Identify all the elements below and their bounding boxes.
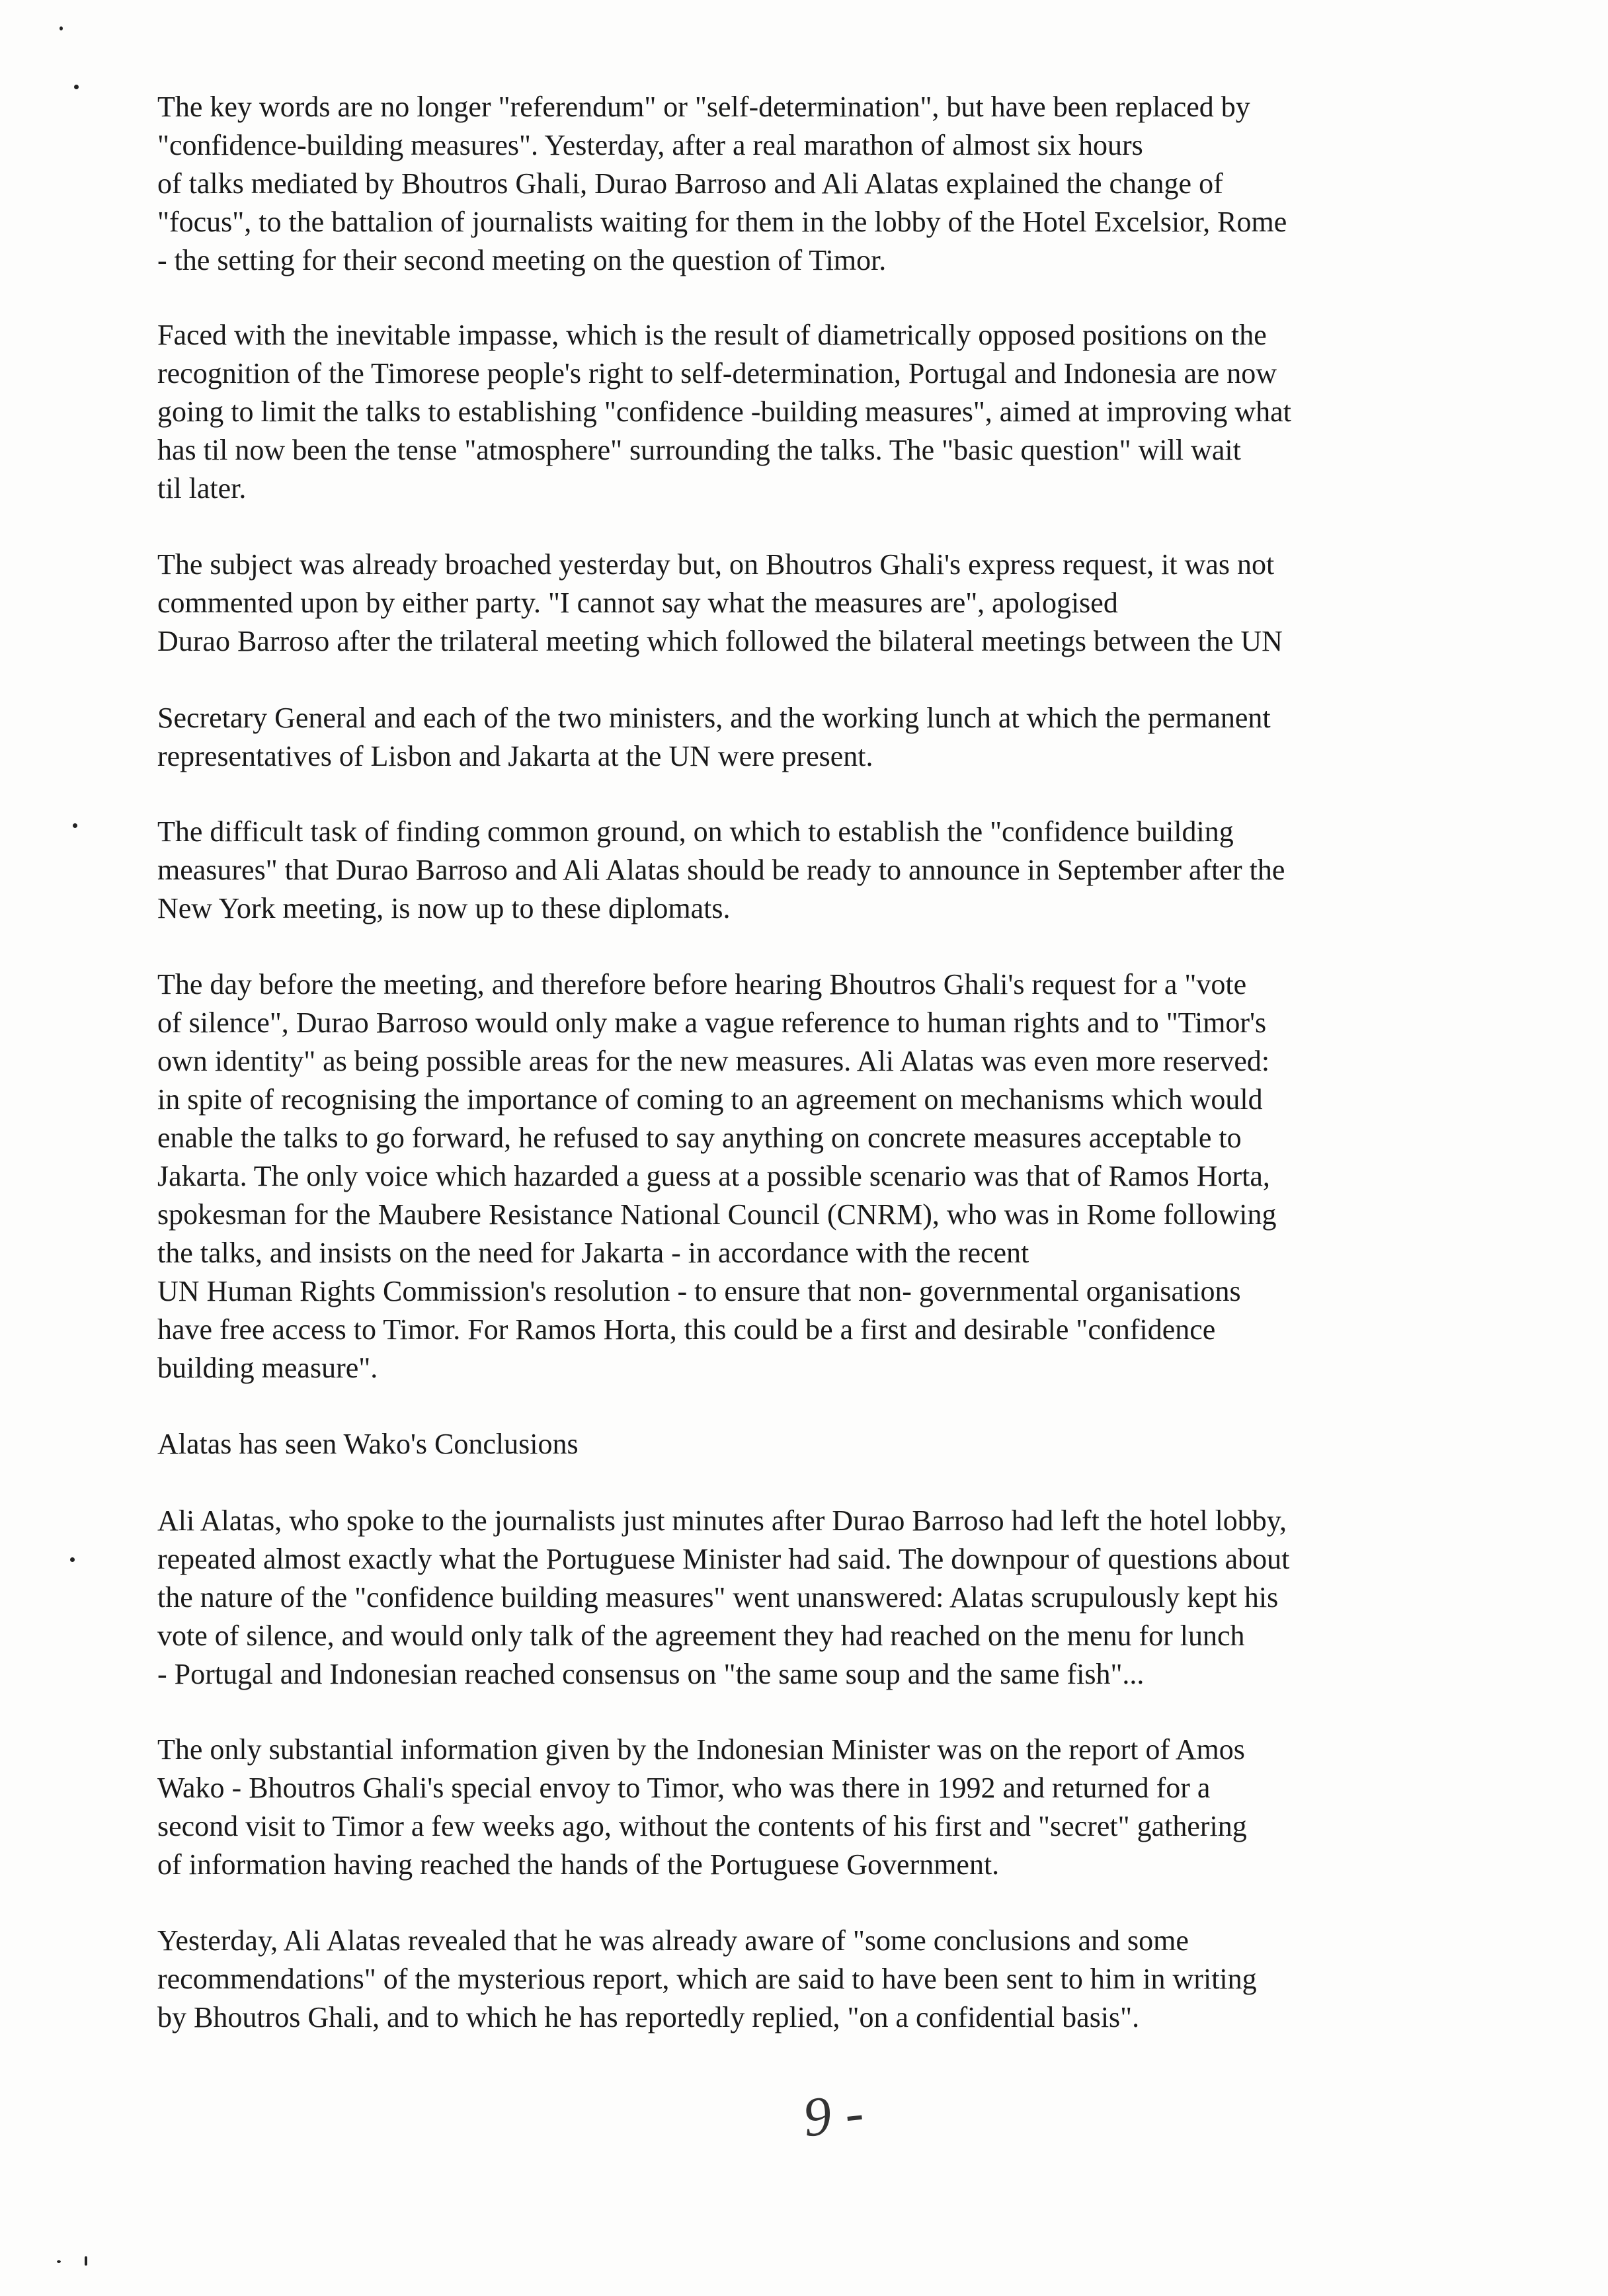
scan-speck	[85, 2256, 87, 2266]
paragraph-line: representatives of Lisbon and Jakarta at the UN were present.	[157, 740, 873, 772]
paragraph-line: Ali Alatas, who spoke to the journalists just minutes after Durao Barroso had left the hotel lobby,	[157, 1504, 1287, 1537]
paragraph-line: til later.	[157, 472, 247, 505]
paragraph-line: The difficult task of finding common ground, on which to establish the "confidence building	[157, 815, 1234, 848]
paragraph-line: Jakarta. The only voice which hazarded a guess at a possible scenario was that of Ramos Horta,	[157, 1160, 1270, 1192]
paragraph-line: "focus", to the battalion of journalists waiting for them in the lobby of the Hotel Excelsior, Rome	[157, 206, 1287, 238]
paragraph-line: recommendations" of the mysterious report, which are said to have been sent to him in writing	[157, 1963, 1257, 1995]
scan-speck	[57, 2260, 61, 2263]
paragraph-line: - Portugal and Indonesian reached consensus on "the same soup and the same fish"...	[157, 1658, 1145, 1690]
paragraph-line: of talks mediated by Bhoutros Ghali, Durao Barroso and Ali Alatas explained the change of	[157, 167, 1223, 200]
scan-speck	[73, 823, 77, 828]
paragraph-line: the nature of the "confidence building measures" went unanswered: Alatas scrupulously kept his	[157, 1581, 1279, 1614]
paragraph-line: Secretary General and each of the two ministers, and the working lunch at which the permanent	[157, 702, 1271, 734]
page-number: 9 -	[800, 2081, 867, 2149]
paragraph-line: spokesman for the Maubere Resistance National Council (CNRM), who was in Rome following	[157, 1198, 1277, 1231]
paragraph-line: of silence", Durao Barroso would only make a vague reference to human rights and to "Timor's	[157, 1006, 1267, 1039]
paragraph-line: measures" that Durao Barroso and Ali Alatas should be ready to announce in September after the	[157, 854, 1285, 886]
paragraph-line: The subject was already broached yesterday but, on Bhoutros Ghali's express request, it was not	[157, 548, 1275, 581]
scan-speck	[60, 26, 63, 30]
paragraph-line: The only substantial information given by the Indonesian Minister was on the report of Amos	[157, 1733, 1245, 1766]
paragraph-line: commented upon by either party. "I cannot say what the measures are", apologised	[157, 587, 1118, 619]
paragraph-line: have free access to Timor. For Ramos Horta, this could be a first and desirable "confidence	[157, 1313, 1216, 1346]
scan-speck	[74, 85, 79, 89]
paragraph-line: in spite of recognising the importance of coming to an agreement on mechanisms which would	[157, 1083, 1263, 1116]
paragraph-line: vote of silence, and would only talk of the agreement they had reached on the menu for lunch	[157, 1620, 1245, 1652]
paragraph-line: Faced with the inevitable impasse, which is the result of diametrically opposed positions on the	[157, 319, 1267, 351]
paragraph-line: building measure".	[157, 1352, 378, 1384]
paragraph-line: recognition of the Timorese people's right to self-determination, Portugal and Indonesia are now	[157, 357, 1277, 390]
paragraph-line: going to limit the talks to establishing "confidence -building measures", aimed at improving what	[157, 395, 1291, 428]
paragraph-line: UN Human Rights Commission's resolution - to ensure that non- governmental organisations	[157, 1275, 1241, 1307]
paragraph-line: has til now been the tense "atmosphere" surrounding the talks. The "basic question" will wait	[157, 434, 1241, 466]
paragraph-line: The key words are no longer "referendum" or "self-determination", but have been replaced by	[157, 91, 1250, 123]
paragraph-line: enable the talks to go forward, he refused to say anything on concrete measures acceptable to	[157, 1122, 1242, 1154]
paragraph-line: of information having reached the hands of the Portuguese Government.	[157, 1848, 1000, 1881]
scan-speck	[70, 1557, 75, 1562]
paragraph-line: Durao Barroso after the trilateral meeting which followed the bilateral meetings between the UN	[157, 625, 1283, 657]
paragraph-line: the talks, and insists on the need for Jakarta - in accordance with the recent	[157, 1237, 1029, 1269]
paragraph-line: repeated almost exactly what the Portuguese Minister had said. The downpour of questions about	[157, 1543, 1290, 1575]
paragraph-line: Wako - Bhoutros Ghali's special envoy to Timor, who was there in 1992 and returned for a	[157, 1772, 1211, 1804]
paragraph-line: second visit to Timor a few weeks ago, without the contents of his first and "secret" gathering	[157, 1810, 1247, 1842]
subheading-text: Alatas has seen Wako's Conclusions	[157, 1428, 579, 1460]
paragraph-line: Yesterday, Ali Alatas revealed that he was already aware of "some conclusions and some	[157, 1924, 1189, 1957]
paragraph-line: The day before the meeting, and therefore before hearing Bhoutros Ghali's request for a "vote	[157, 968, 1247, 1001]
paragraph-line: - the setting for their second meeting on the question of Timor.	[157, 244, 887, 276]
paragraph-line: own identity" as being possible areas for the new measures. Ali Alatas was even more reserved:	[157, 1045, 1270, 1077]
paragraph-line: New York meeting, is now up to these diplomats.	[157, 892, 731, 924]
paragraph-line: by Bhoutros Ghali, and to which he has reportedly replied, "on a confidential basis".	[157, 2001, 1140, 2033]
paragraph-line: "confidence-building measures". Yesterday, after a real marathon of almost six hours	[157, 129, 1143, 161]
